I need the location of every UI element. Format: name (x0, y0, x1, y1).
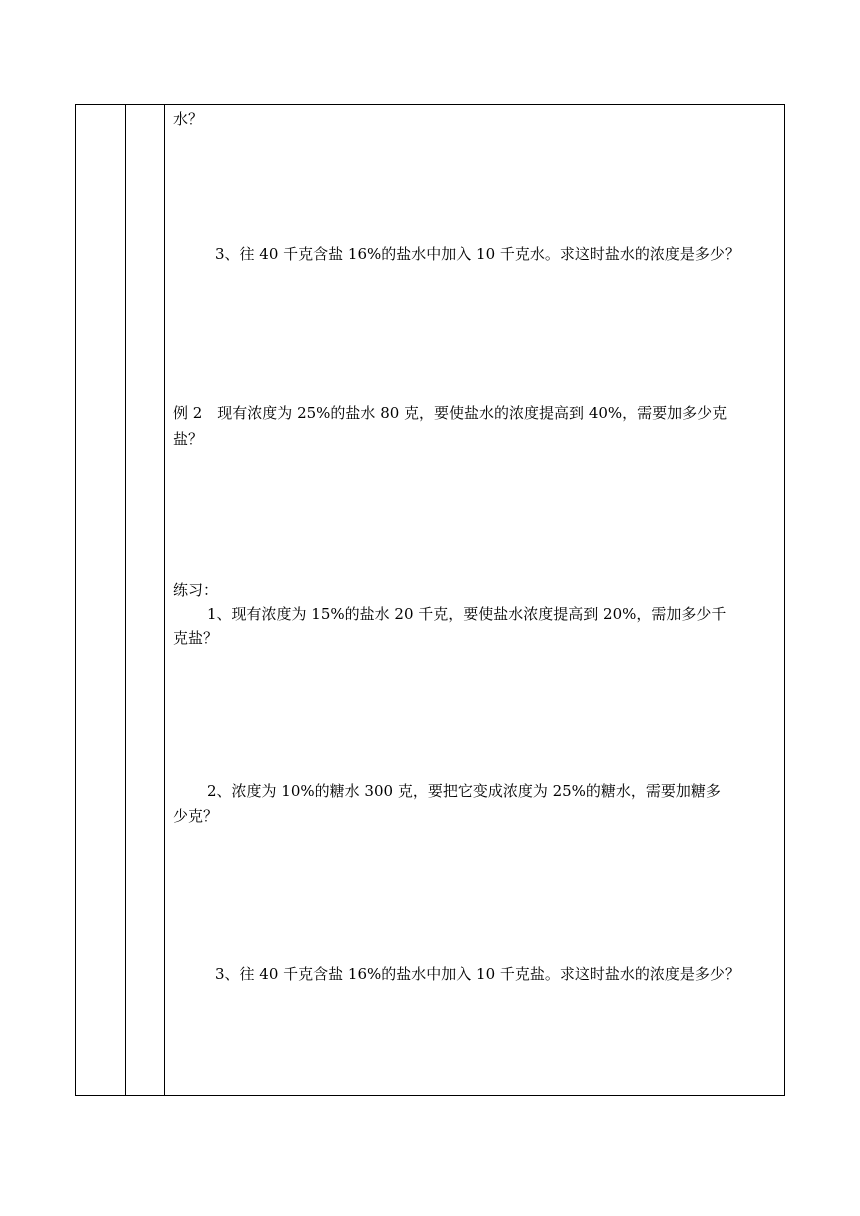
practice-2-question-1-line-2: 克盐？ (173, 629, 219, 647)
worksheet-table (75, 104, 785, 1096)
column-divider-middle (164, 105, 165, 1095)
example-2-line-2: 盐？ (173, 430, 204, 448)
continued-text: 水？ (173, 110, 204, 128)
content-cell (173, 105, 777, 1095)
practice-heading: 练习： (173, 581, 219, 599)
practice-2-question-1-line-1: 1、现有浓度为 15%的盐水 20 千克，要使盐水浓度提高到 20%，需加多少千 (207, 605, 727, 623)
practice-2-question-3: 3、往 40 千克含盐 16%的盐水中加入 10 千克盐。求这时盐水的浓度是多少？ (215, 965, 740, 983)
column-divider-left (125, 105, 126, 1095)
example-2-line-1: 例 2 现有浓度为 25%的盐水 80 克，要使盐水的浓度提高到 40%，需要加多少克 (173, 404, 728, 422)
practice-2-question-2-line-2: 少克？ (173, 807, 219, 825)
practice-1-question-3: 3、往 40 千克含盐 16%的盐水中加入 10 千克水。求这时盐水的浓度是多少？ (215, 245, 740, 263)
practice-2-question-2-line-1: 2、浓度为 10%的糖水 300 克，要把它变成浓度为 25%的糖水，需要加糖多 (207, 782, 721, 800)
